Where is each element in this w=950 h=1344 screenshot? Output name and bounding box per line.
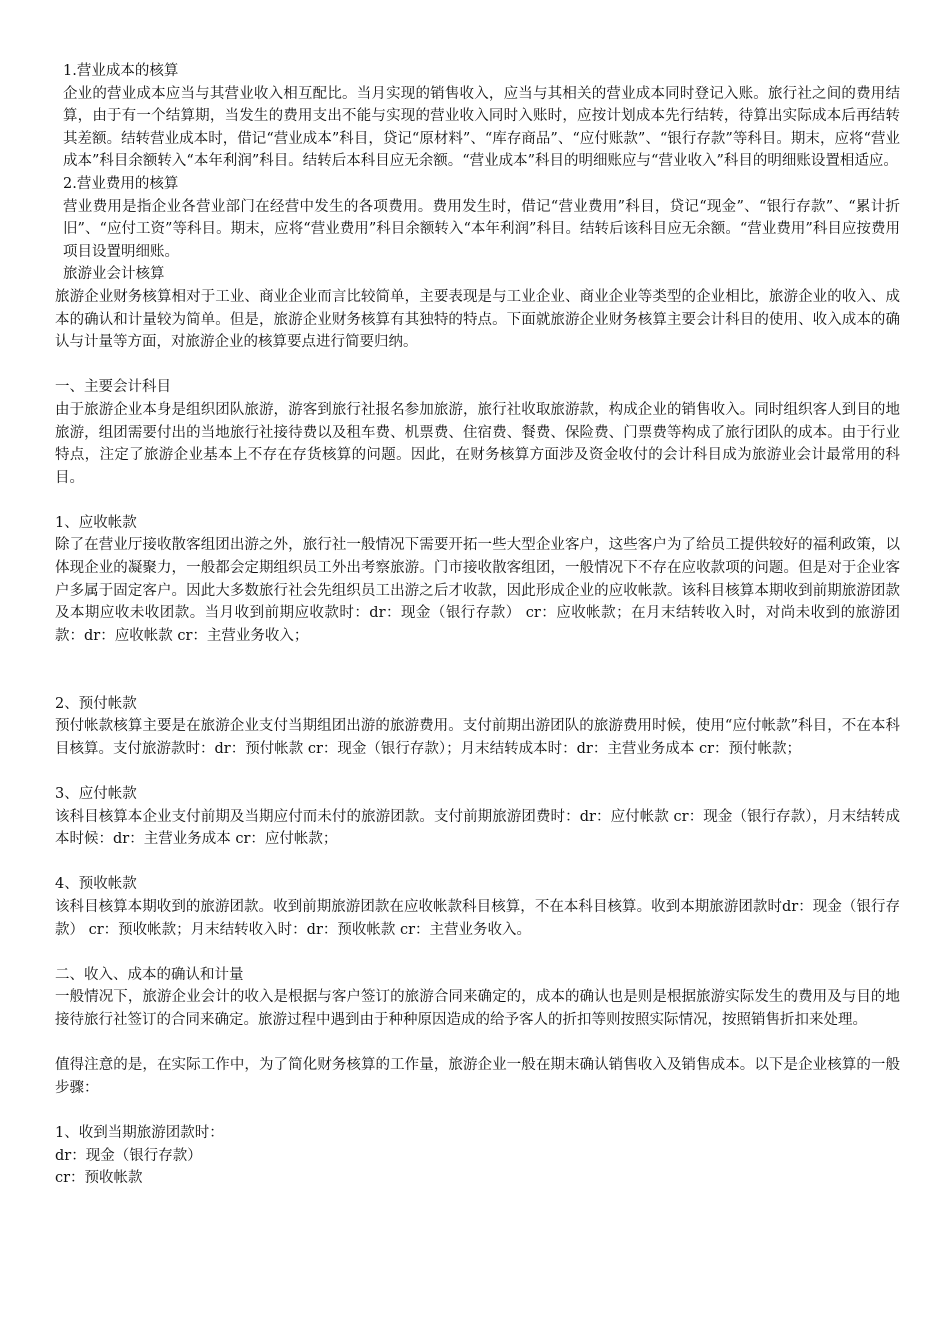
spacer [55, 1032, 900, 1055]
paragraph-note: 值得注意的是，在实际工作中，为了简化财务核算的工作量，旅游企业一般在期末确认销售收入及销售成本。以下是企业核算的一般步骤： [55, 1057, 900, 1096]
step-title-receive-payment: 1、收到当期旅游团款时： [55, 1124, 224, 1141]
item-title-prepayments: 2、预付帐款 [55, 695, 137, 712]
paragraph-accounts-payable: 该科目核算本企业支付前期及当期应付而未付的旅游团款。支付前期旅游团费时：dr：应付帐款 cr：现金（银行存款），月末结转成本时候：dr：主营业务成本 cr：应付帐款； [55, 808, 900, 848]
paragraph-operating-expense: 营业费用是指企业各营业部门在经营中发生的各项费用。费用发生时，借记“营业费用”科目，贷记“现金”、“银行存款”、“累计折旧”、“应付工资”等科目。期末，应将“营业费用”科目余额转入“本年利润”科目。结转后该科目应无余额。“营业费用”科目应按费用项目设置明细账。 [63, 198, 900, 260]
spacer [55, 647, 900, 692]
item-title-accounts-receivable: 1、应收帐款 [55, 514, 137, 531]
part-title-recognition: 二、收入、成本的确认和计量 [55, 966, 244, 983]
paragraph-operating-cost: 企业的营业成本应当与其营业收入相互配比。当月实现的销售收入，应当与其相关的营业成本同时登记入账。旅行社之间的费用结算，由于有一个结算期，当发生的费用支出不能与实现的营业收入同时入账时，应按计划成本先行结转，待算出实际成本后再结转其差额。结转营业成本时，借记“营业成本”科目，贷记“原材料”、“库存商品”、“应付账款”、“银行存款”等科目。期末，应将“营业成本”科目余额转入“本年利润”科目。结转后本科目应无余额。“营业成本”科目的明细账应与“营业收入”科目的明细账设置相适应。 [63, 85, 900, 170]
step-entry-credit: cr：预收帐款 [55, 1170, 143, 1187]
step-entry-debit: dr：现金（银行存款） [55, 1147, 202, 1164]
paragraph-recognition: 一般情况下，旅游企业会计的收入是根据与客户签订的旅游合同来确定的，成本的确认也是则是根据旅游实际发生的费用及与目的地接待旅行社签订的合同来确定。旅游过程中遇到由于种种原因造成的给予客人的折扣等则按照实际情况，按照销售折扣来处理。 [55, 989, 900, 1028]
section-title-operating-expense: 2.营业费用的核算 [63, 175, 179, 192]
spacer [55, 1099, 900, 1122]
part-title-main-accounts: 一、主要会计科目 [55, 379, 171, 396]
spacer [55, 851, 900, 874]
paragraph-main-accounts: 由于旅游企业本身是组织团队旅游，游客到旅行社报名参加旅游，旅行社收取旅游款，构成企业的销售收入。同时组织客人到目的地旅游，组团需要付出的当地旅行社接待费以及租车费、机票费、住宿费、餐费、保险费、门票费等构成了旅行团队的成本。由于行业特点，注定了旅游企业基本上不存在存货核算的问题。因此，在财务核算方面涉及资金收付的会计科目成为旅游业会计最常用的科目。 [55, 401, 900, 486]
paragraph-tourism-accounting: 旅游企业财务核算相对于工业、商业企业而言比较简单，主要表现是与工业企业、商业企业等类型的企业相比，旅游企业的收入、成本的确认和计量较为简单。但是，旅游企业财务核算有其独特的特点。下面就旅游企业财务核算主要会计科目的使用、收入成本的确认与计量等方面，对旅游企业的核算要点进行简要归纳。 [55, 288, 900, 351]
item-title-advance-receipts: 4、预收帐款 [55, 876, 137, 893]
spacer [55, 941, 900, 964]
section-title-operating-cost: 1.营业成本的核算 [63, 63, 179, 79]
spacer [55, 489, 900, 512]
spacer [55, 760, 900, 783]
paragraph-accounts-receivable: 除了在营业厅接收散客组团出游之外，旅行社一般情况下需要开拓一些大型企业客户，这些客户为了给员工提供较好的福利政策，以体现企业的凝聚力，一般都会定期组织员工外出考察旅游。门市接收散客组团，一般情况下不存在应收款项的问题。但是对于企业客户多属于固定客户。因此大多数旅行社会先组织员工出游之后才收款，因此形成企业的应收帐款。该科目核算本期收到前期旅游团款及本期应收未收团款。当月收到前期应收款时：dr：现金（银行存款） cr：应收帐款；在月末结转收入时，对尚未收到的旅游团款：dr：应收帐款 cr：主营业务收入； [55, 537, 900, 644]
document-page [55, 60, 900, 1190]
item-title-accounts-payable: 3、应付帐款 [55, 786, 137, 802]
spacer [55, 354, 900, 377]
section-title-tourism-accounting: 旅游业会计核算 [63, 266, 165, 283]
paragraph-prepayments: 预付帐款核算主要是在旅游企业支付当期组团出游的旅游费用。支付前期出游团队的旅游费用时候，使用“应付帐款”科目，不在本科目核算。支付旅游款时：dr：预付帐款 cr：现金（银行存款）；月末结转成本时：dr：主营业务成本 cr：预付帐款； [55, 718, 900, 757]
paragraph-advance-receipts: 该科目核算本期收到的旅游团款。收到前期旅游团款在应收帐款科目核算，不在本科目核算。收到本期旅游团款时dr：现金（银行存款） cr：预收帐款；月末结转收入时：dr：预收帐款 cr：主营业务收入。 [55, 898, 900, 938]
